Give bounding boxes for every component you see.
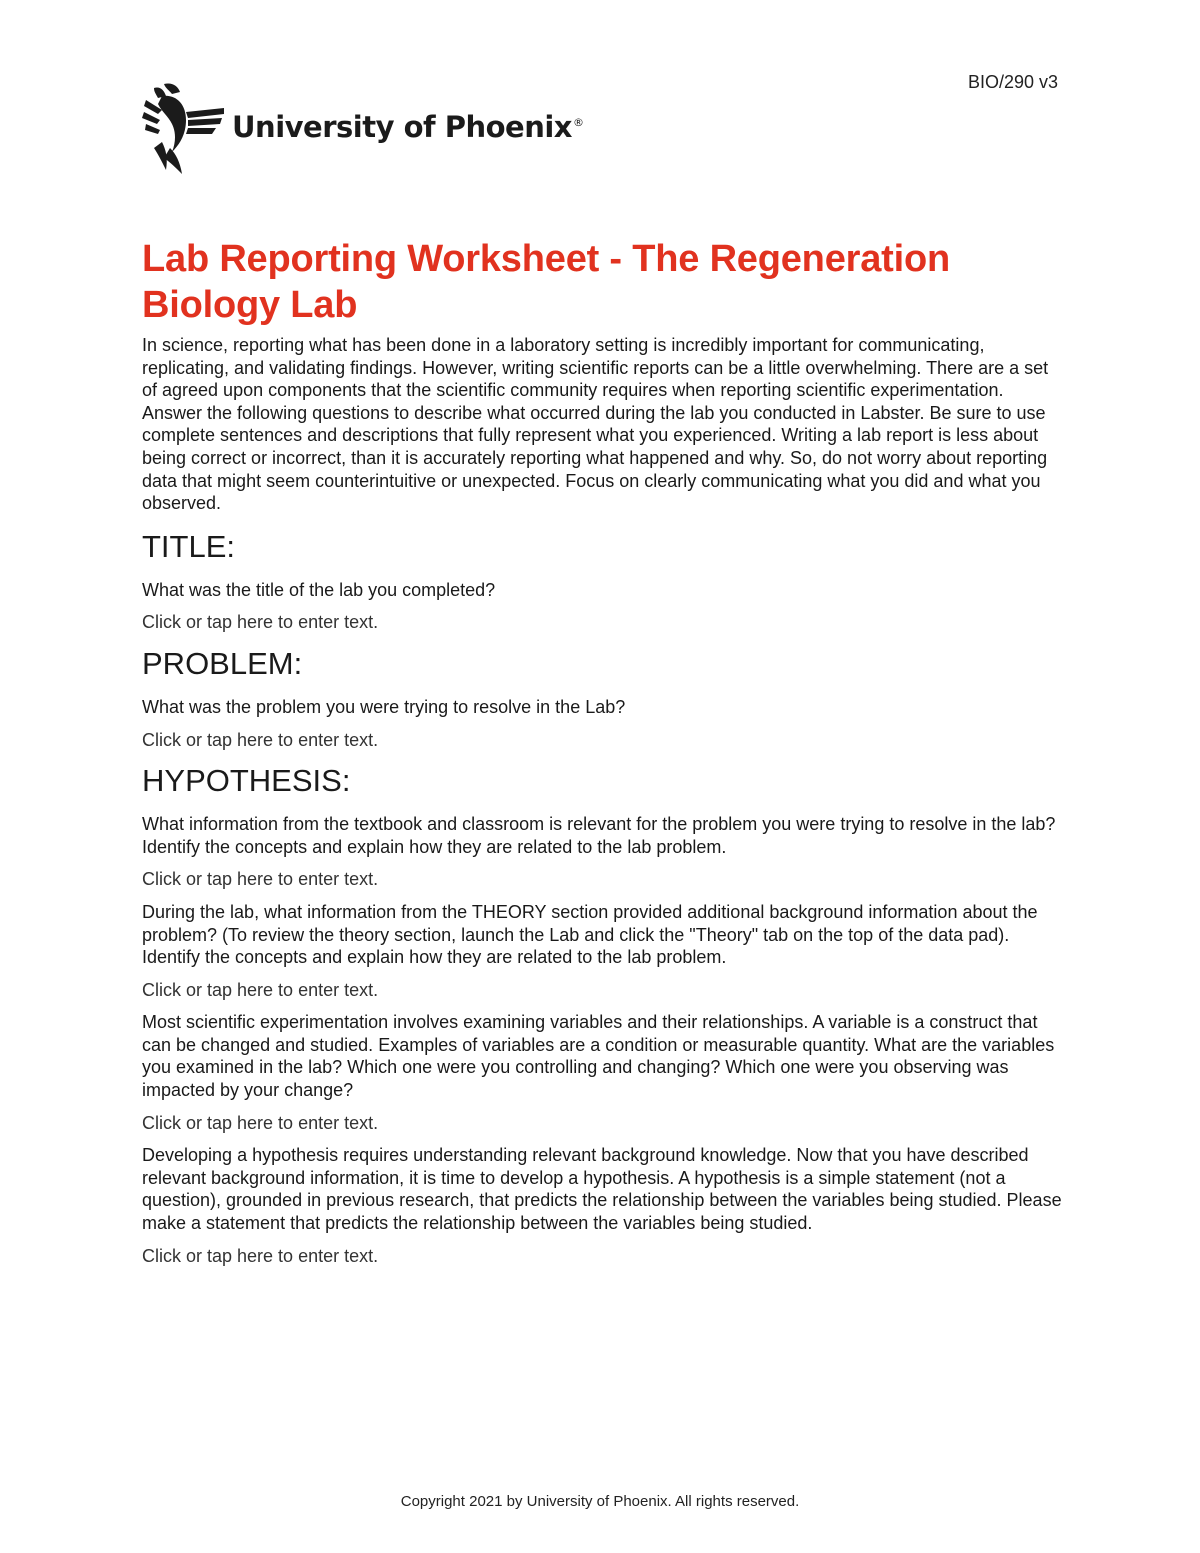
registered-mark: ® [573,116,584,130]
answer-field-lab-title[interactable]: Click or tap here to enter text. [142,612,379,633]
intro-paragraph: In science, reporting what has been done in a laboratory setting is incredibly important for communicating, replicating, and validating findings. However, writing scientific reports can be a little overwhelming. There are a set of agreed upon components that the scientific community requires when reporting scientific experimentation. Answer the following questions to describe what occurred during the lab you conducted in Labster. Be sure to use complete sentences and descriptions that fully represent what you experienced. Writing a lab report is less about being correct or incorrect, than it is accurately reporting what happened and why. So, do not worry about reporting data that might seem counterintuitive or unexpected. Focus on clearly communicating what you did and what you observed. [142,335,1049,514]
section-heading-problem: PROBLEM: [142,645,303,681]
question-lab-title: What was the title of the lab you completed? [142,579,496,600]
logo-wordmark [232,110,584,144]
question-textbook-info: What information from the textbook and classroom is relevant for the problem you were trying to resolve in the lab? Identify the concepts and explain how they are related to the lab problem. [142,814,1056,857]
question-lab-problem: What was the problem you were trying to resolve in the Lab? [142,696,626,717]
question-hypothesis-statement: Developing a hypothesis requires understanding relevant background knowledge. Now that you have described relevant background information, it is time to develop a hypothesis. A hypothesis is a simple statement (not a question), grounded in previous research, that predicts the relationship between the variables being studied. Please make a statement that predicts the relationship between the variables being studied. [142,1145,1062,1234]
document-code: BIO/290 v3 [967,72,1058,92]
answer-field-textbook-info[interactable]: Click or tap here to enter text. [142,869,379,890]
footer-copyright: Copyright 2021 by University of Phoenix. All rights reserved. [400,1493,800,1510]
phoenix-bird-icon [142,82,226,176]
page-title: Lab Reporting Worksheet - The Regeneration Biology Lab [142,238,950,326]
section-heading-title: TITLE: [142,528,236,564]
university-logo [142,82,584,176]
question-variables: Most scientific experimentation involves examining variables and their relationships. A variable is a construct that can be changed and studied. Examples of variables are a condition or measurable quantity. What are the variables you examined in the lab? Which one were you controlling and changing? Which one were you observing was impacted by your change? [142,1012,1055,1101]
answer-field-variables[interactable]: Click or tap here to enter text. [142,1112,379,1133]
question-theory-info: During the lab, what information from the THEORY section provided additional background information about the problem? (To review the theory section, launch the Lab and click the "Theory" tab on the top of the data pad). Identify the concepts and explain how they are related to the lab problem. [142,901,1038,968]
section-heading-hypothesis: HYPOTHESIS: [142,763,351,799]
answer-field-lab-problem[interactable]: Click or tap here to enter text. [142,729,379,750]
logo-text: University of Phoenix [232,110,572,144]
answer-field-hypothesis-statement[interactable]: Click or tap here to enter text. [142,1245,379,1266]
answer-field-theory-info[interactable]: Click or tap here to enter text. [142,979,379,1000]
document-body [142,236,1062,1277]
